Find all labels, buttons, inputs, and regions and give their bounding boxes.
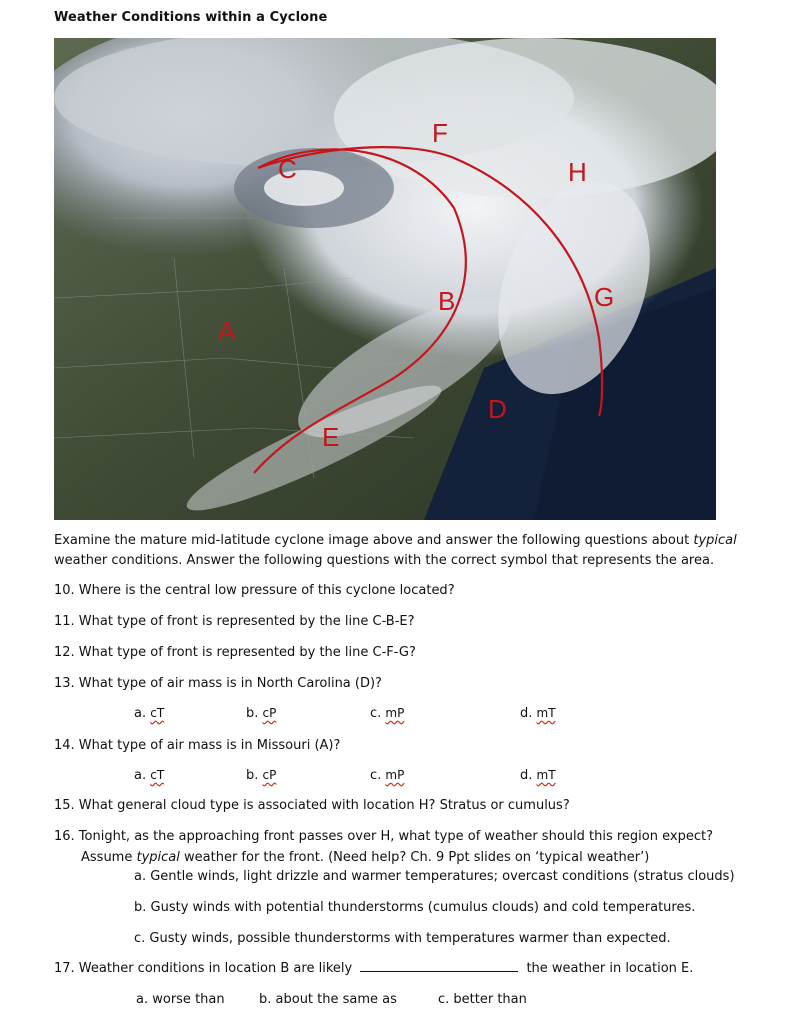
- map-label-a: A: [218, 316, 236, 346]
- q13-option-c[interactable]: [370, 706, 404, 721]
- q13-option-a[interactable]: [134, 706, 164, 721]
- page-title: Weather Conditions within a Cyclone: [54, 10, 328, 25]
- option-symbol: cT: [150, 706, 165, 720]
- map-label-g: G: [594, 282, 615, 312]
- question-13: 13. What type of air mass is in North Carolina (D)?: [54, 676, 382, 691]
- option-letter: c.: [370, 706, 382, 721]
- q17-text-pre: 17. Weather conditions in location B are likely: [54, 961, 357, 976]
- q14-option-c[interactable]: [370, 768, 404, 783]
- map-label-c: C: [278, 154, 297, 184]
- question-17: [54, 961, 693, 976]
- option-letter: b.: [246, 706, 259, 721]
- option-symbol: cP: [262, 706, 277, 720]
- map-label-b: B: [438, 286, 456, 316]
- intro-text-emph: typical: [693, 533, 737, 548]
- q17-option-a[interactable]: a. worse than: [136, 992, 225, 1007]
- q14-option-a[interactable]: [134, 768, 164, 783]
- q17-option-c[interactable]: c. better than: [438, 992, 527, 1007]
- answer-blank[interactable]: [360, 961, 518, 972]
- map-label-f: F: [432, 118, 448, 148]
- option-symbol: cP: [262, 768, 277, 782]
- option-symbol: cT: [150, 768, 165, 782]
- q16-option-c[interactable]: c. Gusty winds, possible thunderstorms with temperatures warmer than expected.: [134, 931, 671, 946]
- q16-text-emph: typical: [136, 850, 180, 865]
- question-16: 16. Tonight, as the approaching front passes over H, what type of weather should this region expect?: [54, 829, 713, 844]
- map-label-e: E: [322, 422, 340, 452]
- satellite-image: [54, 38, 716, 520]
- q13-option-d[interactable]: [520, 706, 556, 721]
- q16-text-post: weather for the front. (Need help? Ch. 9 Ppt slides on ‘typical weather’): [179, 850, 650, 865]
- option-symbol: mP: [385, 706, 405, 720]
- map-label-h: H: [568, 157, 587, 187]
- intro-text-post: weather conditions. Answer the following questions with the correct symbol that represents the area.: [54, 553, 715, 568]
- question-16-line2: [81, 850, 649, 865]
- question-14: 14. What type of air mass is in Missouri (A)?: [54, 738, 341, 753]
- q14-option-d[interactable]: [520, 768, 556, 783]
- option-letter: a.: [134, 706, 147, 721]
- q14-option-b[interactable]: [246, 768, 276, 783]
- q17-option-b[interactable]: b. about the same as: [259, 992, 397, 1007]
- option-letter: d.: [520, 706, 533, 721]
- intro-text-pre: Examine the mature mid-latitude cyclone image above and answer the following questions about: [54, 533, 694, 548]
- q16-option-a[interactable]: a. Gentle winds, light drizzle and warmer temperatures; overcast conditions (stratus clouds): [134, 869, 735, 884]
- q16-option-b[interactable]: b. Gusty winds with potential thunderstorms (cumulus clouds) and cold temperatures.: [134, 900, 696, 915]
- option-symbol: mT: [536, 706, 556, 720]
- option-symbol: mT: [536, 768, 556, 782]
- option-letter: c.: [370, 768, 382, 783]
- question-10: 10. Where is the central low pressure of this cyclone located?: [54, 583, 455, 598]
- map-label-d: D: [488, 394, 507, 424]
- question-11: 11. What type of front is represented by the line C-B-E?: [54, 614, 415, 629]
- question-15: 15. What general cloud type is associated with location H? Stratus or cumulus?: [54, 798, 570, 813]
- option-letter: b.: [246, 768, 259, 783]
- question-12: 12. What type of front is represented by the line C-F-G?: [54, 645, 416, 660]
- intro-paragraph: [54, 531, 774, 571]
- option-letter: d.: [520, 768, 533, 783]
- option-letter: a.: [134, 768, 147, 783]
- q16-text-pre: Assume: [81, 850, 137, 865]
- q13-option-b[interactable]: [246, 706, 276, 721]
- q17-text-post: the weather in location E.: [522, 961, 694, 976]
- option-symbol: mP: [385, 768, 405, 782]
